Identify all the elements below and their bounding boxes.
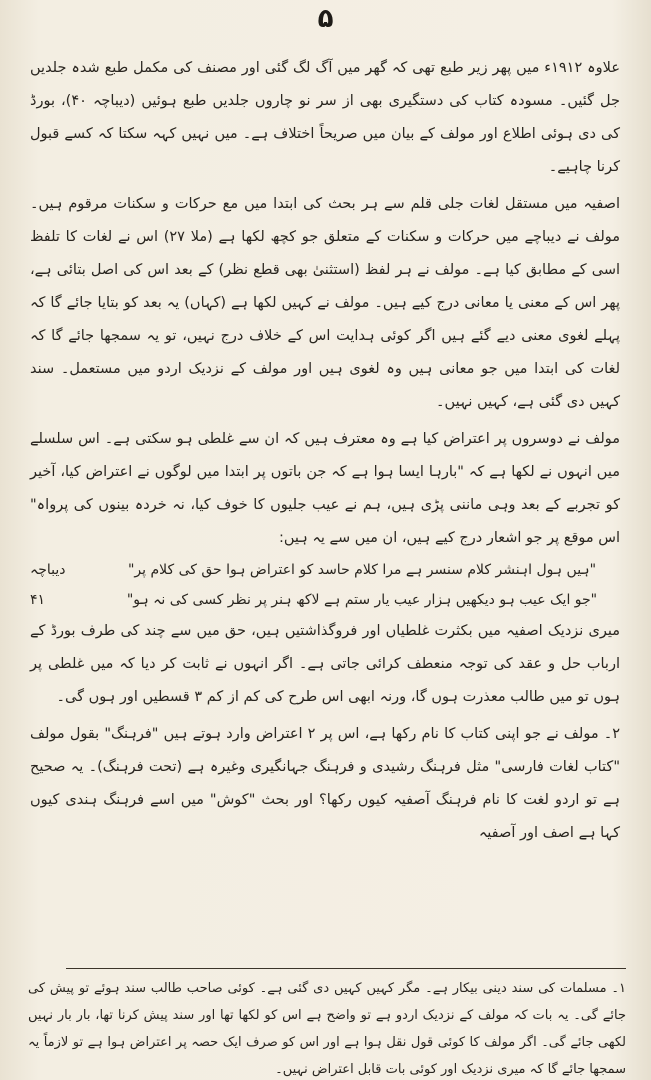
- paragraph-3: مولف نے دوسروں پر اعتراض کیا ہے وہ معترف ہیں کہ ان سے غلطی ہو سکتی ہے۔ اس سلسلے میں انہوں نے لکھا ہے کہ "بارہا ایسا ہوا ہے کہ جن باتوں پر ابتدا میں لوگوں نے اعتراض کیا، آخیر کو تجربے کے بعد وہی ماننی پڑی ہیں، ہم نے عیب جلیوں کا خوف کیا، نہ خردہ بینوں کی پرواہ" اس موقع پر جو اشعار درج کیے ہیں، ان میں سے یہ ہیں:: [30, 431, 620, 546]
- footnote-1: ۱۔ مسلمات کی سند دینی بیکار ہے۔ مگر کہیں کہیں دی گئی ہے۔ کوئی صاحب طالب سند ہوئے تو پیش کی جائے گی۔ یہ بات کہ مولف کے نزدیک اردو ہے تو واضح ہے اس کو لکھا تھا اور سند پیش کرنا تھا، بار بار نہیں لکھی جائے گی۔ اگر مولف کا کوئی قول نقل ہوا ہے اور اس کو صرف ایک حصہ پر اعتراض ہوا ہے تو لازماً یہ سمجھا جائے گا کہ میری نزدیک اور کوئی بات قابل اعتراض نہیں۔: [28, 981, 626, 1077]
- verse-reference: دیباچہ: [30, 562, 66, 578]
- verse-couplet-2: [30, 585, 620, 615]
- paragraph-4: میری نزدیک اصفیہ میں بکثرت غلطیاں اور فروگذاشتیں ہیں، حق میں سے چند کی طرف بورڈ کے ارباب حل و عقد کی توجہ منعطف کرائی جاتی ہے۔ اگر انہوں نے ثابت کر دیا کہ میں غلطی پر ہوں تو میں طالب معذرت ہوں گا، ورنہ ابھی اس طرح کی کم از کم ۳ قسطیں اور ہوں گی۔: [30, 623, 620, 705]
- paragraph-1: علاوہ ۱۹۱۲ء میں پھر زیر طبع تھی کہ گھر میں آگ لگ گئی اور مصنف کی مکمل طبع شدہ جلدیں جل گئیں۔ مسودہ کتاب کی دستگیری بھی از سر نو چاروں جلدیں طبع ہوئیں (دیباچہ ۴۰)، بورڈ کی دی ہوئی اطلاع اور مولف کے بیان میں صریحاً اختلاف ہے۔ میں نہیں کہہ سکتا کہ کسے قبول کرنا چاہیے۔: [30, 60, 620, 175]
- numbered-item-2: ۲۔ مولف نے جو اپنی کتاب کا نام رکھا ہے، اس پر ۲ اعتراض وارد ہوتے ہیں "فرہنگ" بقول مولف "کتاب لغات فارسی" مثل فرہنگ رشیدی و فرہنگ جہانگیری وغیرہ ہے (تحت فرہنگ)۔ یہ صحیح ہے تو اردو لغت کا نام فرہنگ آصفیہ کیوں رکھا؟ اور بحث "کوش" میں اسے فرہنگ ہندی کیوں کہا ہے اصف اور آصفیہ: [30, 726, 621, 841]
- verse-couplet-1: [30, 555, 620, 585]
- verse-line: "ہیں ہول اہنشر کلام سنسر ہے مرا کلام حاسد کو اعتراض ہوا حق کی کلام پر": [127, 562, 597, 578]
- main-body-text: [30, 52, 620, 850]
- footnote-section: [28, 975, 626, 1080]
- footnote-divider: [66, 968, 626, 969]
- paragraph-2: اصفیہ میں مستقل لغات جلی قلم سے ہر بحث کی ابتدا میں مع حرکات و سکنات مرقوم ہیں۔ مولف نے دیباچے میں حرکات و سکنات کے متعلق جو کچھ لکھا ہے (ملا ۲۷) اس نے لغات کا تلفظ اسی کے مطابق کیا ہے۔ مولف نے ہر لفظ (استثنیٰ بھی قطع نظر) کے بعد اس کی اصل بتائی ہے، پھر اس کے معنی یا معانی درج کیے ہیں۔ مولف نے کہیں لکھا ہے (کہاں) یہ بعد کو بتایا جائے گا کہ پہلے لغوی معنی دیے گئے ہیں اگر کوئی ہدایت اس کے خلاف درج نہیں، تو یہ سمجھا جائے گا کہ لغات کی ابتدا میں جو معانی ہیں وہ لغوی ہیں اور مولف کے نزدیک اردو میں مستعمل۔ سند کہیں دی گئی ہے، کہیں نہیں۔: [30, 196, 620, 410]
- verse-line: "جو ایک عیب ہو دیکھیں ہزار عیب یار ستم ہے لاکھ ہنر پر نظر کسی کی نہ ہو": [126, 592, 598, 608]
- verse-reference: ۴۱: [30, 592, 46, 608]
- page-number: ۵: [317, 4, 334, 34]
